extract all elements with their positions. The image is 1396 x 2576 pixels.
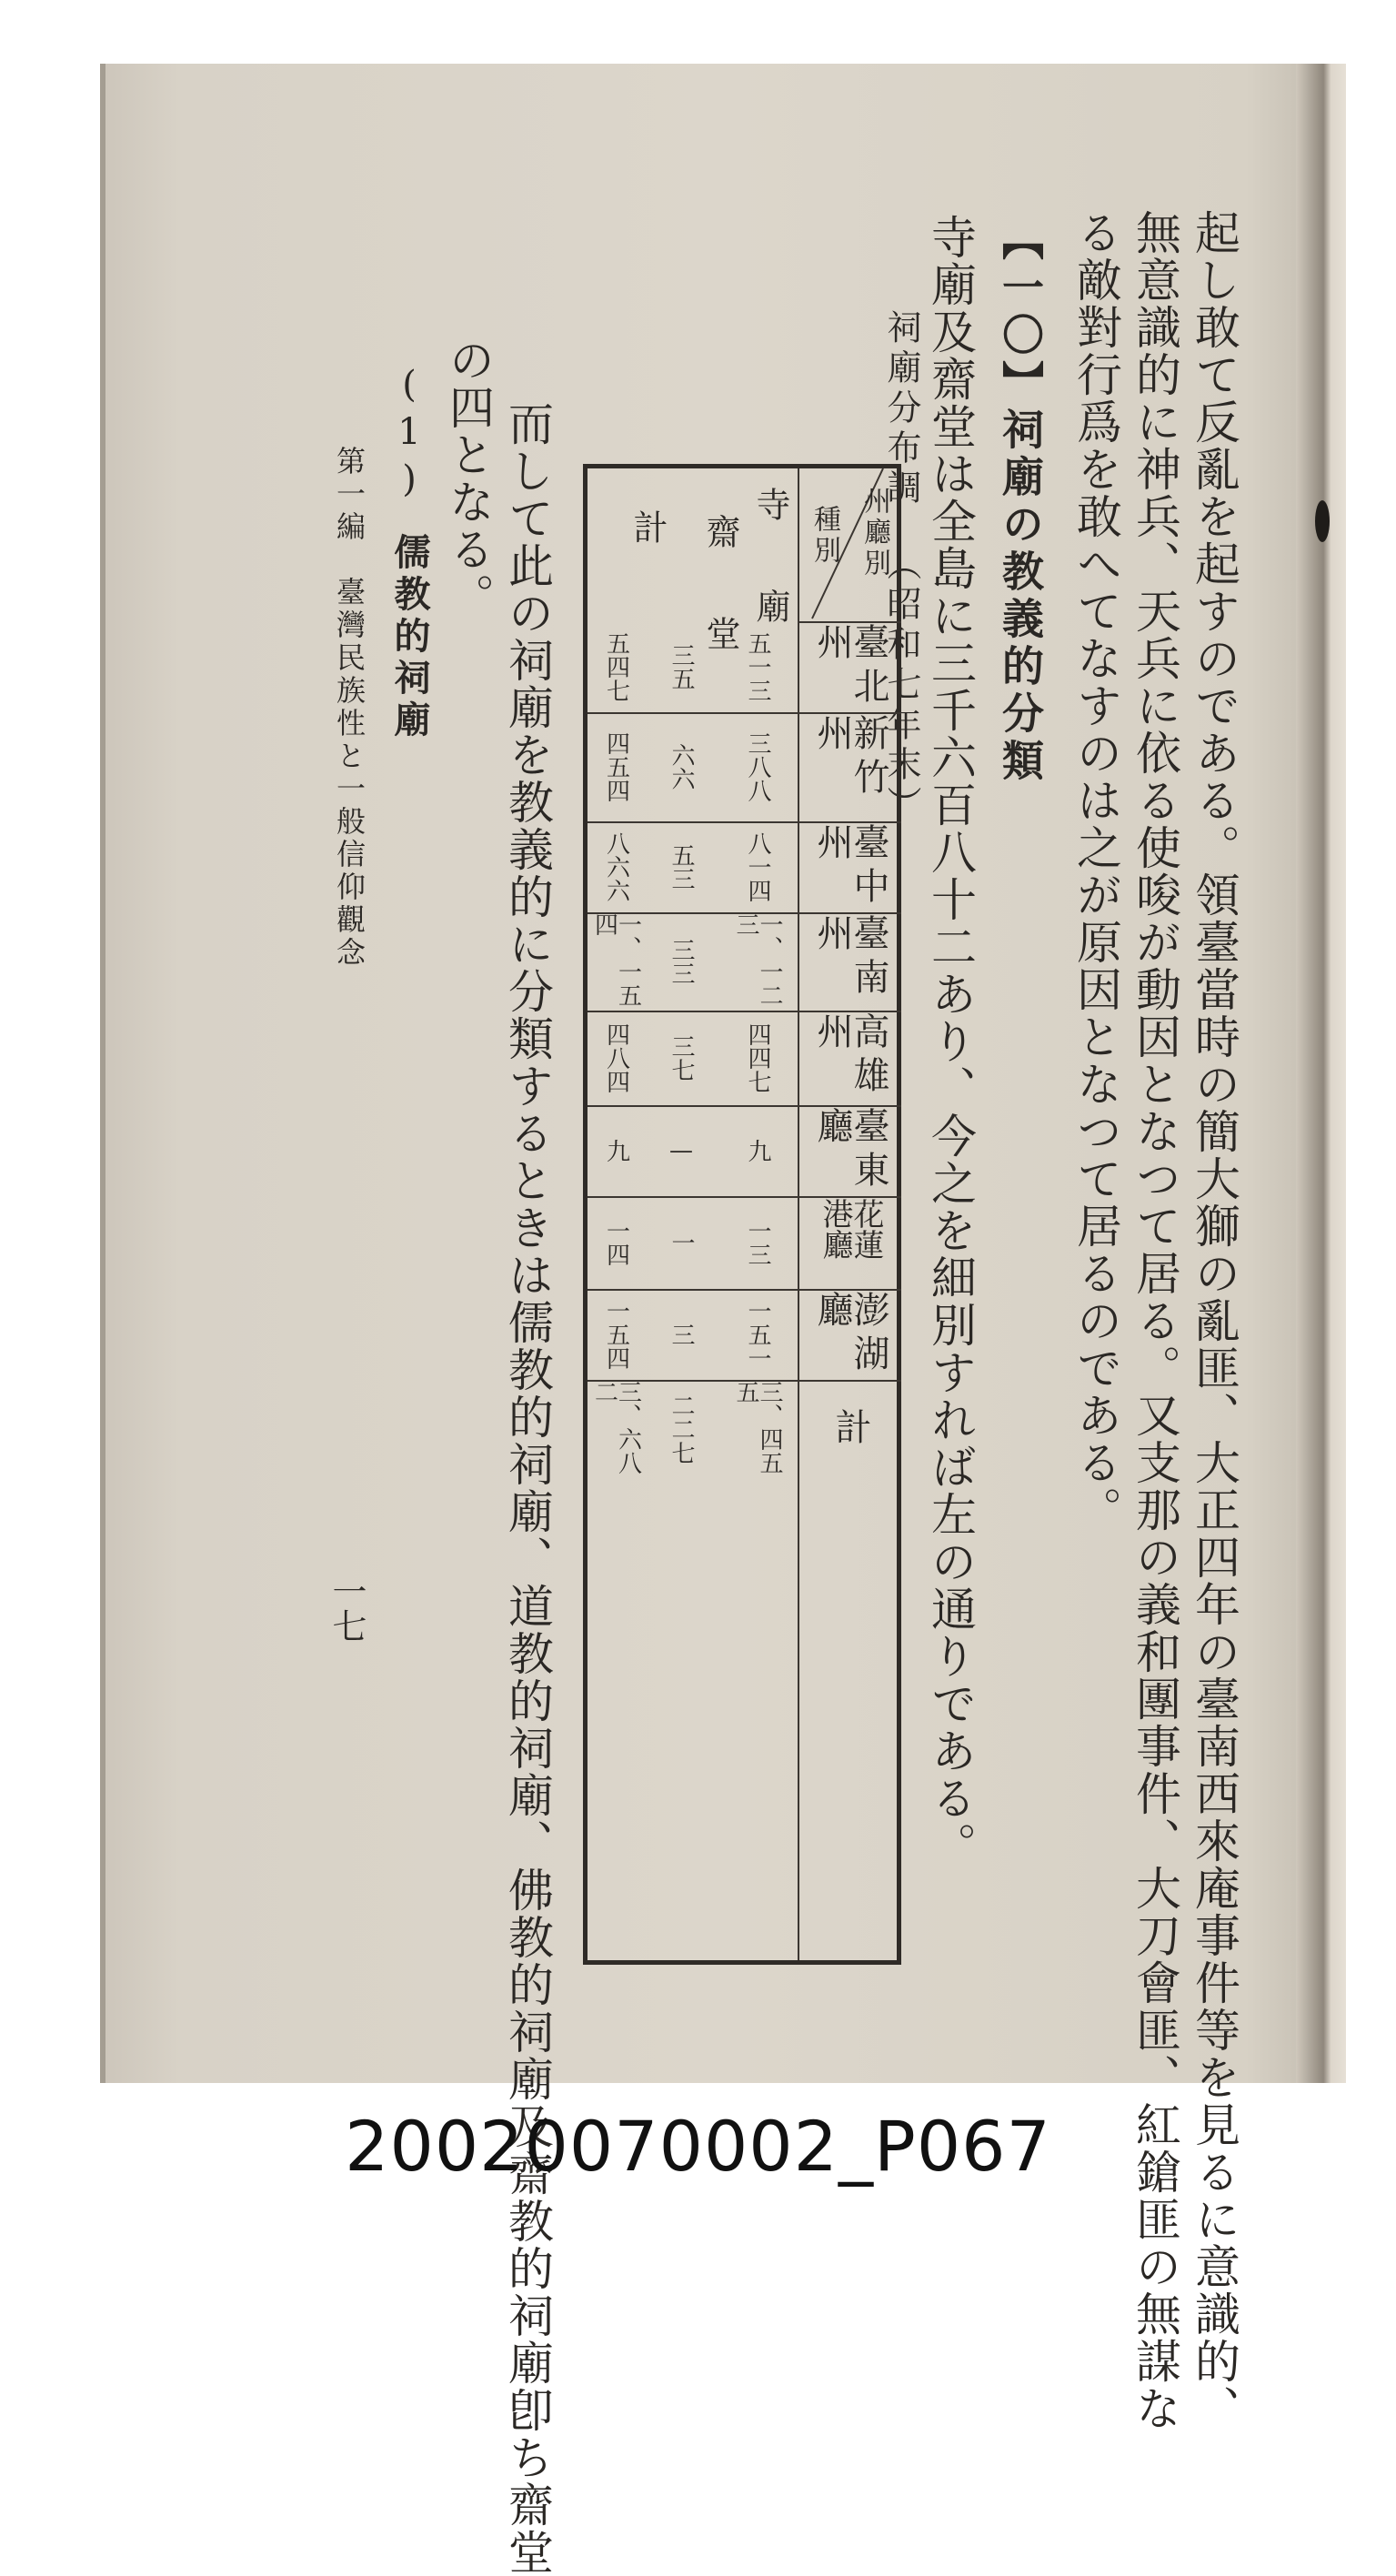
row-label-total: 計 [628,509,668,560]
table-cell: 三、四五五 [732,1380,783,1474]
table-cell: 八六六 [602,831,630,902]
table-rule [588,1105,799,1107]
section-number: 【一〇】 [996,218,1045,408]
table-header-column [799,468,901,1960]
column-header: 臺南州 [799,912,901,1011]
row-label-zhaitang: 齋 堂 [700,514,740,667]
running-footer: 第一編 臺灣民族性と一般信仰觀念 [332,446,367,970]
row-label-temple: 寺 廟 [750,487,790,639]
section-title: 祠廟の教義的分類 [996,408,1045,786]
table-cell: 三八八 [744,731,771,802]
table-cell: 六六 [668,743,695,790]
column-header: 計 [799,1380,901,1478]
table-cell: 五四七 [602,631,630,702]
temple-distribution-table [583,464,901,1965]
table-rule [588,1011,799,1012]
column-header: 臺北州 [799,621,901,712]
ink-spot [1315,500,1330,542]
table-rule [588,1380,799,1382]
table-cell: 二二七 [668,1394,695,1464]
table-note: （昭和七年末） [881,546,921,826]
table-cell: 九 [744,1139,771,1162]
page-number: 一七 [326,1574,367,1643]
table-rule [588,912,799,914]
paragraph-line-2: 無意識的に神兵、天兵に依る使唆が動因となつて居る。又支那の義和團事件、大刀會匪、紅鎗匪の無謀な [1129,209,1181,2432]
column-header: 臺東廳 [799,1105,901,1196]
table-cell: 一三 [744,1219,771,1266]
table-rule [588,1289,799,1291]
table-cell: 五一三 [744,631,771,702]
column-header: 澎湖廳 [799,1289,901,1380]
corner-label-type: 種別 [808,505,840,567]
table-cell: 三 [668,1323,695,1346]
column-header: 高雄州 [799,1011,901,1105]
table-cell: 四四七 [744,1022,771,1093]
table-cell: — [668,1137,695,1164]
table-cell: 三五 [668,643,695,690]
image-caption: 20020070002_P067 [345,2106,1051,2187]
table-cell: 三三 [668,938,695,985]
temple-count-column [718,468,799,1960]
table-cell: 一、一二三 [732,912,783,1007]
table-cell: 一、一五四 [590,912,642,1007]
after-table-line-2: の四となる。 [442,337,495,620]
table-cell: 四五四 [602,731,630,802]
table-rule [588,712,799,714]
table-cell: 一四 [602,1219,630,1266]
subsection-heading [388,364,431,742]
table-cell: 四八四 [602,1022,630,1093]
table-cell: 三、六八二 [590,1380,642,1474]
column-header: 新竹州 [799,712,901,821]
section-heading [996,218,1045,786]
table-cell: 一 [668,1231,695,1254]
paragraph-line-3: る敵對行爲を敢へてなすのは之が原因となつて居るのである。 [1070,209,1122,1534]
table-title: 祠廟分布調 [881,309,921,509]
table-cell: 一五四 [602,1299,630,1370]
table-cell: 八一四 [744,831,771,902]
page-gutter [1296,64,1346,2083]
table-rule [588,821,799,823]
column-header: 花蓮港廳 [799,1196,901,1289]
section-intro: 寺廟及齋堂は全島に三千六百八十二あり、今之を細別すれば左の通りである。 [924,214,977,1869]
total-count-column [588,468,645,1960]
zhaitang-count-column [645,468,718,1960]
corner-label-region: 州廳別 [859,487,890,579]
after-table-line-1: 而して此の祠廟を教義的に分類するときは儒教的祠廟、道教的祠廟、佛教的祠廟及齋教的祠廟卽ち齋堂 [501,400,554,2576]
column-header: 臺中州 [799,821,901,912]
subsection-number: (1) [388,364,430,506]
table-cell: 五三 [668,843,695,891]
table-cell: 九 [602,1139,630,1162]
paragraph-line-1: 起し敢て反亂を起すのである。領臺當時の簡大獅の亂匪、大正四年の臺南西來庵事件等を見るに意識的、 [1188,209,1240,2432]
subsection-title: 儒教的祠廟 [388,533,431,742]
table-cell: 一五一 [744,1299,771,1370]
table-cell: 三七 [668,1034,695,1082]
table-rule [588,1196,799,1198]
